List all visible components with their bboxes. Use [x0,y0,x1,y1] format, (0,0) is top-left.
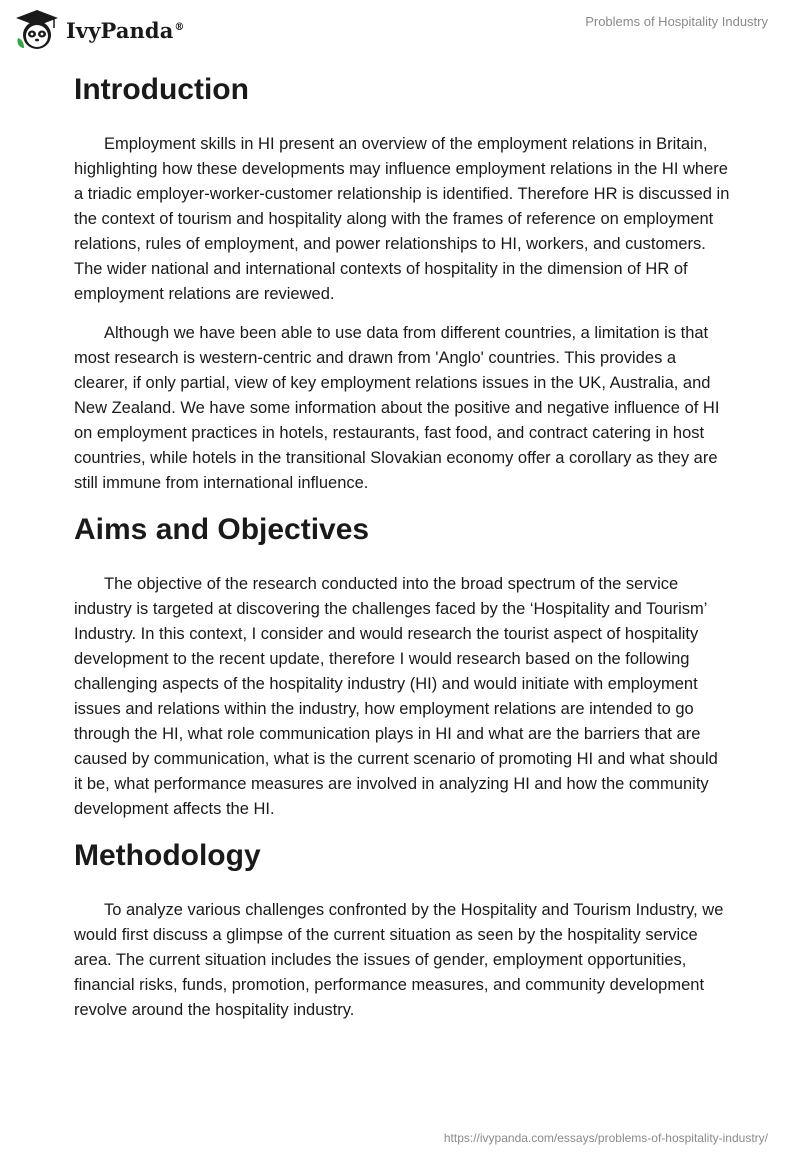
page-header [0,0,800,60]
section-heading: Methodology [74,839,261,872]
registered-mark: ® [174,21,185,33]
paragraph: To analyze various challenges confronted by the Hospitality and Tourism Industry, we would first discuss a glimpse of the current situation as seen by the hospitality service area. The current situation includes the issues of gender, employment opportunities, financial risks, funds, promotion, performance measures, and community development revolve around the hospitality industry. [74,901,724,1019]
brand-logo[interactable] [14,8,185,52]
brand-name: IvyPanda® [66,17,185,43]
panda-graduate-icon [14,8,60,52]
section-heading: Introduction [74,73,249,106]
source-url[interactable]: https://ivypanda.com/essays/problems-of-hospitality-industry/ [443,1131,768,1145]
paragraph: Although we have been able to use data from different countries, a limitation is that most research is western-centric and drawn from 'Anglo' countries. This provides a clearer, if only partial, view of key employment relations issues in the UK, Australia, and New Zealand. We have some information about the positive and negative influence of HI on employment practices in hotels, restaurants, fast food, and contract catering in host countries, while hotels in the transitional Slovakian economy offer a corollary as they are still immune from international influence. [74,324,720,492]
section-heading: Aims and Objectives [74,513,370,546]
essay-content [74,70,730,1037]
paragraph: Employment skills in HI present an overview of the employment relations in Britain, highlighting how these developments may influence employment relations in the HI where a triadic employer-worker-customer relationship is identified. Therefore HR is discussed in the context of tourism and hospitality along with the frames of reference on employment relations, rules of employment, and power relationships to HI, workers, and customers. The wider national and international contexts of hospitality in the dimension of HR of employment relations are reviewed. [74,135,730,303]
section-aims-objectives [74,510,730,822]
section-methodology [74,836,730,1023]
document-title: Problems of Hospitality Industry [585,14,768,29]
paragraph: The objective of the research conducted into the broad spectrum of the service industry is targeted at discovering the challenges faced by the ‘Hospitality and Tourism’ Industry. In this context, I consider and would research the tourist aspect of hospitality development to the recent update, therefore I would research based on the following challenging aspects of the hospitality industry (HI) and would initiate with employment issues and relations within the industry, how employment relations are intended to go through the HI, what role communication plays in HI and what are the barriers that are caused by communication, what is the current scenario of promoting HI and what should it be, what performance measures are involved in analyzing HI and how the community development affects the HI. [74,575,718,818]
section-introduction [74,70,730,496]
